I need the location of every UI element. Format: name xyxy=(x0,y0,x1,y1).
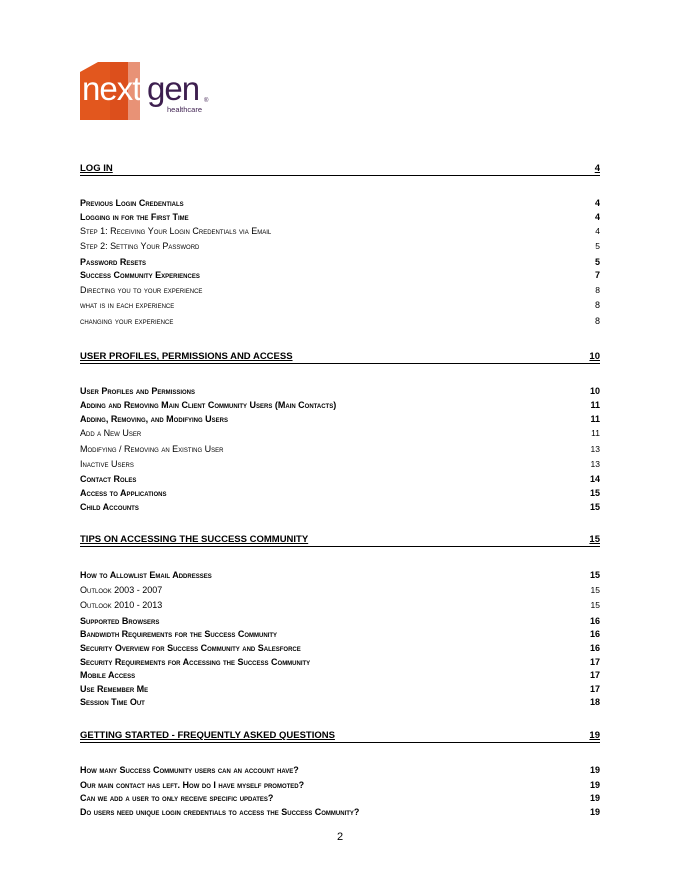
toc-entry[interactable] xyxy=(80,600,600,610)
toc-entry[interactable] xyxy=(80,697,600,707)
toc-entry-title: GETTING STARTED - FREQUENTLY ASKED QUESTIONS xyxy=(80,730,335,741)
toc-entry[interactable] xyxy=(80,198,600,208)
logo-tagline: healthcare xyxy=(167,105,203,114)
toc-entry[interactable] xyxy=(80,212,600,222)
toc-entry-page: 19 xyxy=(589,807,600,817)
toc-entry[interactable] xyxy=(80,386,600,396)
toc-entry[interactable] xyxy=(80,316,600,326)
toc-entry-page: 4 xyxy=(595,226,600,236)
toc-entry-page: 15 xyxy=(589,488,600,498)
toc-entry[interactable] xyxy=(80,780,600,790)
toc-entry-page: 13 xyxy=(590,459,600,469)
toc-entry-title: Previous Login Credentials xyxy=(80,198,184,208)
toc-entry-title: Success Community Experiences xyxy=(80,270,200,280)
toc-entry-page: 16 xyxy=(589,643,600,653)
toc-entry-page: 10 xyxy=(589,386,600,396)
toc-entry[interactable] xyxy=(80,534,600,547)
toc-entry-page: 19 xyxy=(589,793,600,803)
toc-entry-page: 18 xyxy=(589,697,600,707)
toc-entry-page: 15 xyxy=(589,570,600,580)
toc-entry[interactable] xyxy=(80,226,600,236)
toc-entry-title: How many Success Community users can an account have? xyxy=(80,765,299,775)
toc-entry[interactable] xyxy=(80,629,600,639)
toc-entry[interactable] xyxy=(80,488,600,498)
toc-entry-title: User Profiles and Permissions xyxy=(80,386,196,396)
toc-entry[interactable] xyxy=(80,670,600,680)
toc-entry-page: 10 xyxy=(589,351,600,362)
toc-entry-title: Security Requirements for Accessing the Success Community xyxy=(80,657,311,667)
toc-entry-title: Supported Browsers xyxy=(80,616,160,626)
toc-entry-title: Password Resets xyxy=(80,257,147,267)
toc-entry[interactable] xyxy=(80,793,600,803)
toc-entry-page: 19 xyxy=(589,765,600,775)
toc-entry[interactable] xyxy=(80,444,600,454)
toc-entry-title: Outlook 2010 - 2013 xyxy=(80,600,163,610)
toc-entry-page: 15 xyxy=(590,600,600,610)
toc-entry-title: Modifying / Removing an Existing User xyxy=(80,444,224,454)
toc-entry-title: Bandwidth Requirements for the Success Community xyxy=(80,629,278,639)
toc-entry-page: 4 xyxy=(594,198,600,208)
toc-entry-page: 15 xyxy=(589,502,600,512)
toc-entry-title: Can we add a user to only receive specific updates? xyxy=(80,793,274,803)
toc-entry-page: 17 xyxy=(589,657,600,667)
toc-entry-page: 17 xyxy=(589,670,600,680)
toc-entry[interactable] xyxy=(80,657,600,667)
toc-entry-title: Add a New User xyxy=(80,428,142,438)
toc-entry[interactable] xyxy=(80,570,600,580)
toc-entry-title: Step 2: Setting Your Password xyxy=(80,241,200,251)
toc-entry-page: 17 xyxy=(589,684,600,694)
toc-entry[interactable] xyxy=(80,285,600,295)
logo-brand-prefix: next xyxy=(82,70,141,107)
logo-brand-suffix: gen xyxy=(147,70,200,107)
toc-entry-title: Child Accounts xyxy=(80,502,139,512)
toc-entry[interactable] xyxy=(80,241,600,251)
toc-entry-title: Adding and Removing Main Client Community Users (Main Contacts) xyxy=(80,400,337,410)
toc-entry-page: 11 xyxy=(591,428,600,438)
toc-entry-title: TIPS ON ACCESSING THE SUCCESS COMMUNITY xyxy=(80,534,309,545)
toc-entry-title: Directing you to your experience xyxy=(80,285,203,295)
toc-entry-title: Contact Roles xyxy=(80,474,137,484)
toc-entry-title: Session Time Out xyxy=(80,697,145,707)
toc-entry-title: Adding, Removing, and Modifying Users xyxy=(80,414,229,424)
toc-entry[interactable] xyxy=(80,257,600,267)
toc-entry-page: 11 xyxy=(590,414,600,424)
toc-entry[interactable] xyxy=(80,684,600,694)
toc-entry[interactable] xyxy=(80,765,600,775)
toc-entry-page: 8 xyxy=(594,300,600,310)
toc-entry-page: 19 xyxy=(589,780,600,790)
toc-entry[interactable] xyxy=(80,414,600,424)
toc-entry-page: 8 xyxy=(594,316,600,326)
toc-entry-title: changing your experience xyxy=(80,316,174,326)
nextgen-logo xyxy=(80,62,215,120)
toc-entry-title: Mobile Access xyxy=(80,670,136,680)
toc-entry-page: 5 xyxy=(594,257,600,267)
toc-entry-page: 16 xyxy=(589,616,600,626)
toc-entry-title: Do users need unique login credentials to access the Success Community? xyxy=(80,807,360,817)
toc-entry-page: 19 xyxy=(589,730,600,741)
toc-entry-page: 4 xyxy=(594,212,600,222)
toc-entry-title: Access to Applications xyxy=(80,488,167,498)
toc-entry-page: 16 xyxy=(589,629,600,639)
toc-entry-page: 8 xyxy=(595,285,600,295)
page-number: 2 xyxy=(336,831,344,843)
toc-entry[interactable] xyxy=(80,270,600,280)
logo-reg-mark: ® xyxy=(204,98,209,104)
toc-entry-page: 5 xyxy=(595,241,600,251)
toc-entry-title: what is in each experience xyxy=(80,300,175,310)
toc-entry-title: Security Overview for Success Community and Salesforce xyxy=(80,643,301,653)
toc-entry-title: Inactive Users xyxy=(80,459,134,469)
toc-entry-title: LOG IN xyxy=(80,163,113,174)
toc-entry[interactable] xyxy=(80,428,600,438)
toc-entry[interactable] xyxy=(80,351,600,364)
toc-entry[interactable] xyxy=(80,616,600,626)
toc-entry-title: Our main contact has left. How do I have myself promoted? xyxy=(80,780,305,790)
toc-entry[interactable] xyxy=(80,459,600,469)
toc-entry[interactable] xyxy=(80,807,600,817)
toc-entry-title: Step 1: Receiving Your Login Credentials via Email xyxy=(80,226,272,236)
toc-entry-page: 15 xyxy=(589,534,600,545)
toc-entry[interactable] xyxy=(80,474,600,484)
toc-entry[interactable] xyxy=(80,163,600,176)
toc-entry-page: 14 xyxy=(589,474,600,484)
toc-entry[interactable] xyxy=(80,585,600,595)
toc-entry-title: Logging in for the First Time xyxy=(80,212,189,222)
toc-entry-page: 4 xyxy=(594,163,600,174)
toc-entry[interactable] xyxy=(80,400,600,410)
toc-entry[interactable] xyxy=(80,300,600,310)
toc-entry-title: How to Allowlist Email Addresses xyxy=(80,570,212,580)
toc-entry[interactable] xyxy=(80,502,600,512)
toc-entry-page: 13 xyxy=(590,444,600,454)
toc-entry-page: 15 xyxy=(590,585,600,595)
toc-entry-title: Outlook 2003 - 2007 xyxy=(80,585,163,595)
toc-entry[interactable] xyxy=(80,730,600,743)
toc-entry-title: USER PROFILES, PERMISSIONS AND ACCESS xyxy=(80,351,293,362)
toc-entry-page: 11 xyxy=(590,400,600,410)
toc-entry-page: 7 xyxy=(594,270,600,280)
toc-entry[interactable] xyxy=(80,643,600,653)
toc-entry-title: Use Remember Me xyxy=(80,684,149,694)
